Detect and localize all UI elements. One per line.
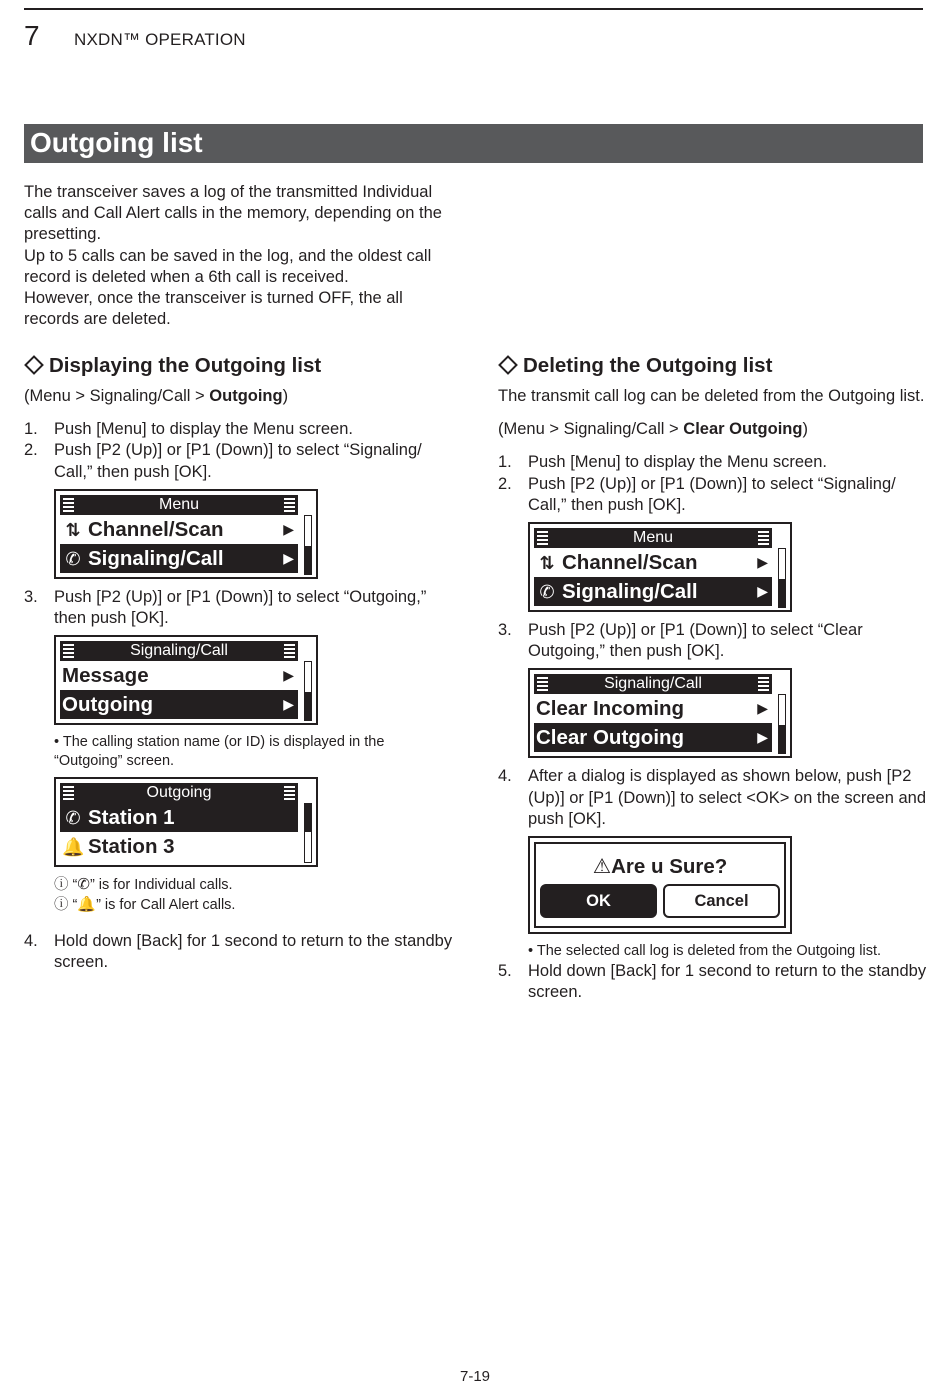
lcd-header: Menu <box>60 495 298 515</box>
lcd-header: Menu <box>534 528 772 548</box>
chapter-number: 7 <box>24 20 40 51</box>
call-icon: ✆ <box>65 548 81 569</box>
lcd-row-station-1[interactable]: ✆ Station 1 <box>60 803 298 832</box>
lcd-outgoing-screen <box>54 777 318 867</box>
right-heading: Deleting the Outgoing list <box>498 352 928 380</box>
scrollbar <box>778 694 786 754</box>
lcd-row-station-3[interactable]: 🔔 Station 3 <box>60 832 298 861</box>
arrow-right-icon: ▶ <box>283 696 294 713</box>
lcd-menu-screen <box>528 522 792 612</box>
diamond-icon <box>498 355 518 375</box>
arrow-right-icon: ▶ <box>283 520 294 537</box>
arrow-right-icon: ▶ <box>757 729 768 746</box>
dialog-title: ⚠Are u Sure? <box>592 855 728 879</box>
cancel-button[interactable]: Cancel <box>663 884 780 918</box>
confirm-dialog <box>528 836 792 934</box>
lcd-row-outgoing[interactable]: Outgoing ▶ <box>60 690 298 719</box>
lcd-row-signaling-call[interactable]: ✆ Signaling/Call ▶ <box>60 544 298 573</box>
intro-para-3: However, once the transceiver is turned OFF, the all records are deleted. <box>24 289 403 329</box>
lcd-row-clear-outgoing[interactable]: Clear Outgoing ▶ <box>534 723 772 752</box>
lcd-row-clear-incoming[interactable]: Clear Incoming ▶ <box>534 694 772 723</box>
right-step-2: 2. Push [P2 (Up)] or [P1 (Down)] to select “Signaling/ Call,” then push [OK]. <box>498 474 896 514</box>
right-step-1: 1. Push [Menu] to display the Menu screen. <box>498 453 827 472</box>
arrow-right-icon: ▶ <box>757 583 768 600</box>
top-rule <box>24 8 923 10</box>
call-icon: ✆ <box>77 876 90 894</box>
right-menu-path: (Menu > Signaling/Call > Clear Outgoing) <box>498 420 808 439</box>
arrow-right-icon: ▶ <box>283 549 294 566</box>
lcd-header: Signaling/Call <box>534 674 772 694</box>
call-icon: ✆ <box>65 808 81 829</box>
ok-button[interactable]: OK <box>540 884 657 918</box>
chapter-title: NXDN™ OPERATION <box>74 30 246 49</box>
lcd-menu-screen <box>54 489 318 579</box>
info-icon: ⓘ <box>54 897 69 914</box>
scan-icon: ⇅ <box>65 519 81 540</box>
scrollbar <box>778 548 786 608</box>
lcd-row-message[interactable]: Message ▶ <box>60 661 298 690</box>
lcd-signaling-screen <box>54 635 318 725</box>
left-step-2: 2. Push [P2 (Up)] or [P1 (Down)] to select “Signaling/ Call,” then push [OK]. <box>24 441 422 481</box>
warning-icon: ⚠ <box>592 855 612 879</box>
lcd-row-channel-scan[interactable]: ⇅ Channel/Scan ▶ <box>534 548 772 577</box>
section-title: Outgoing list <box>30 127 203 158</box>
right-step-5: 5. Hold down [Back] for 1 second to return to the standby screen. <box>498 962 927 1002</box>
right-step-4: 4. After a dialog is displayed as shown below, push [P2 (Up)] or [P1 (Down)] to select <OK> on the screen and push [OK]. <box>498 767 927 828</box>
scan-icon: ⇅ <box>539 553 555 574</box>
intro-para-1: The transceiver saves a log of the transmitted Individual calls and Call Alert calls in the memory, depending on the presetting. <box>24 183 442 244</box>
diamond-icon <box>24 355 44 375</box>
left-step-4: 4. Hold down [Back] for 1 second to return to the standby screen. <box>24 932 453 972</box>
left-heading: Displaying the Outgoing list <box>24 352 454 380</box>
info-icon: ⓘ <box>54 877 69 894</box>
right-column <box>498 352 928 1003</box>
scrollbar <box>304 803 312 863</box>
lcd-row-signaling-call[interactable]: ✆ Signaling/Call ▶ <box>534 577 772 606</box>
lcd-row-channel-scan[interactable]: ⇅ Channel/Scan ▶ <box>60 515 298 544</box>
intro-para-2: Up to 5 calls can be saved in the log, and the oldest call record is deleted when a 6th call is received. <box>24 246 432 286</box>
left-step-3: 3. Push [P2 (Up)] or [P1 (Down)] to select “Outgoing,” then push [OK]. <box>24 587 427 628</box>
right-description: The transmit call log can be deleted from the Outgoing list. <box>498 387 925 405</box>
intro-text <box>24 182 454 330</box>
right-note: • The selected call log is deleted from the Outgoing list. <box>528 943 881 960</box>
alert-bell-icon: 🔔 <box>62 837 85 858</box>
arrow-right-icon: ▶ <box>757 700 768 717</box>
lcd-signaling-screen <box>528 668 792 758</box>
info-individual: ⓘ “✆” is for Individual calls. <box>54 876 233 894</box>
section-title-bar <box>24 124 923 163</box>
call-icon: ✆ <box>539 582 555 603</box>
left-menu-path: (Menu > Signaling/Call > Outgoing) <box>24 387 289 405</box>
scrollbar <box>304 661 312 721</box>
info-call-alert: ⓘ “🔔” is for Call Alert calls. <box>54 896 236 914</box>
left-note: • The calling station name (or ID) is displayed in the “Outgoing” screen. <box>54 734 385 770</box>
page-number: 7-19 <box>459 1368 491 1385</box>
right-step-3: 3. Push [P2 (Up)] or [P1 (Down)] to select “Clear Outgoing,” then push [OK]. <box>498 621 863 661</box>
arrow-right-icon: ▶ <box>283 667 294 684</box>
scrollbar <box>304 515 312 575</box>
left-column <box>24 352 454 974</box>
arrow-right-icon: ▶ <box>757 554 768 571</box>
lcd-header: Outgoing <box>60 783 298 803</box>
alert-bell-icon: 🔔 <box>77 896 97 914</box>
left-step-1: 1. Push [Menu] to display the Menu screen. <box>24 420 353 439</box>
lcd-header: Signaling/Call <box>60 641 298 661</box>
